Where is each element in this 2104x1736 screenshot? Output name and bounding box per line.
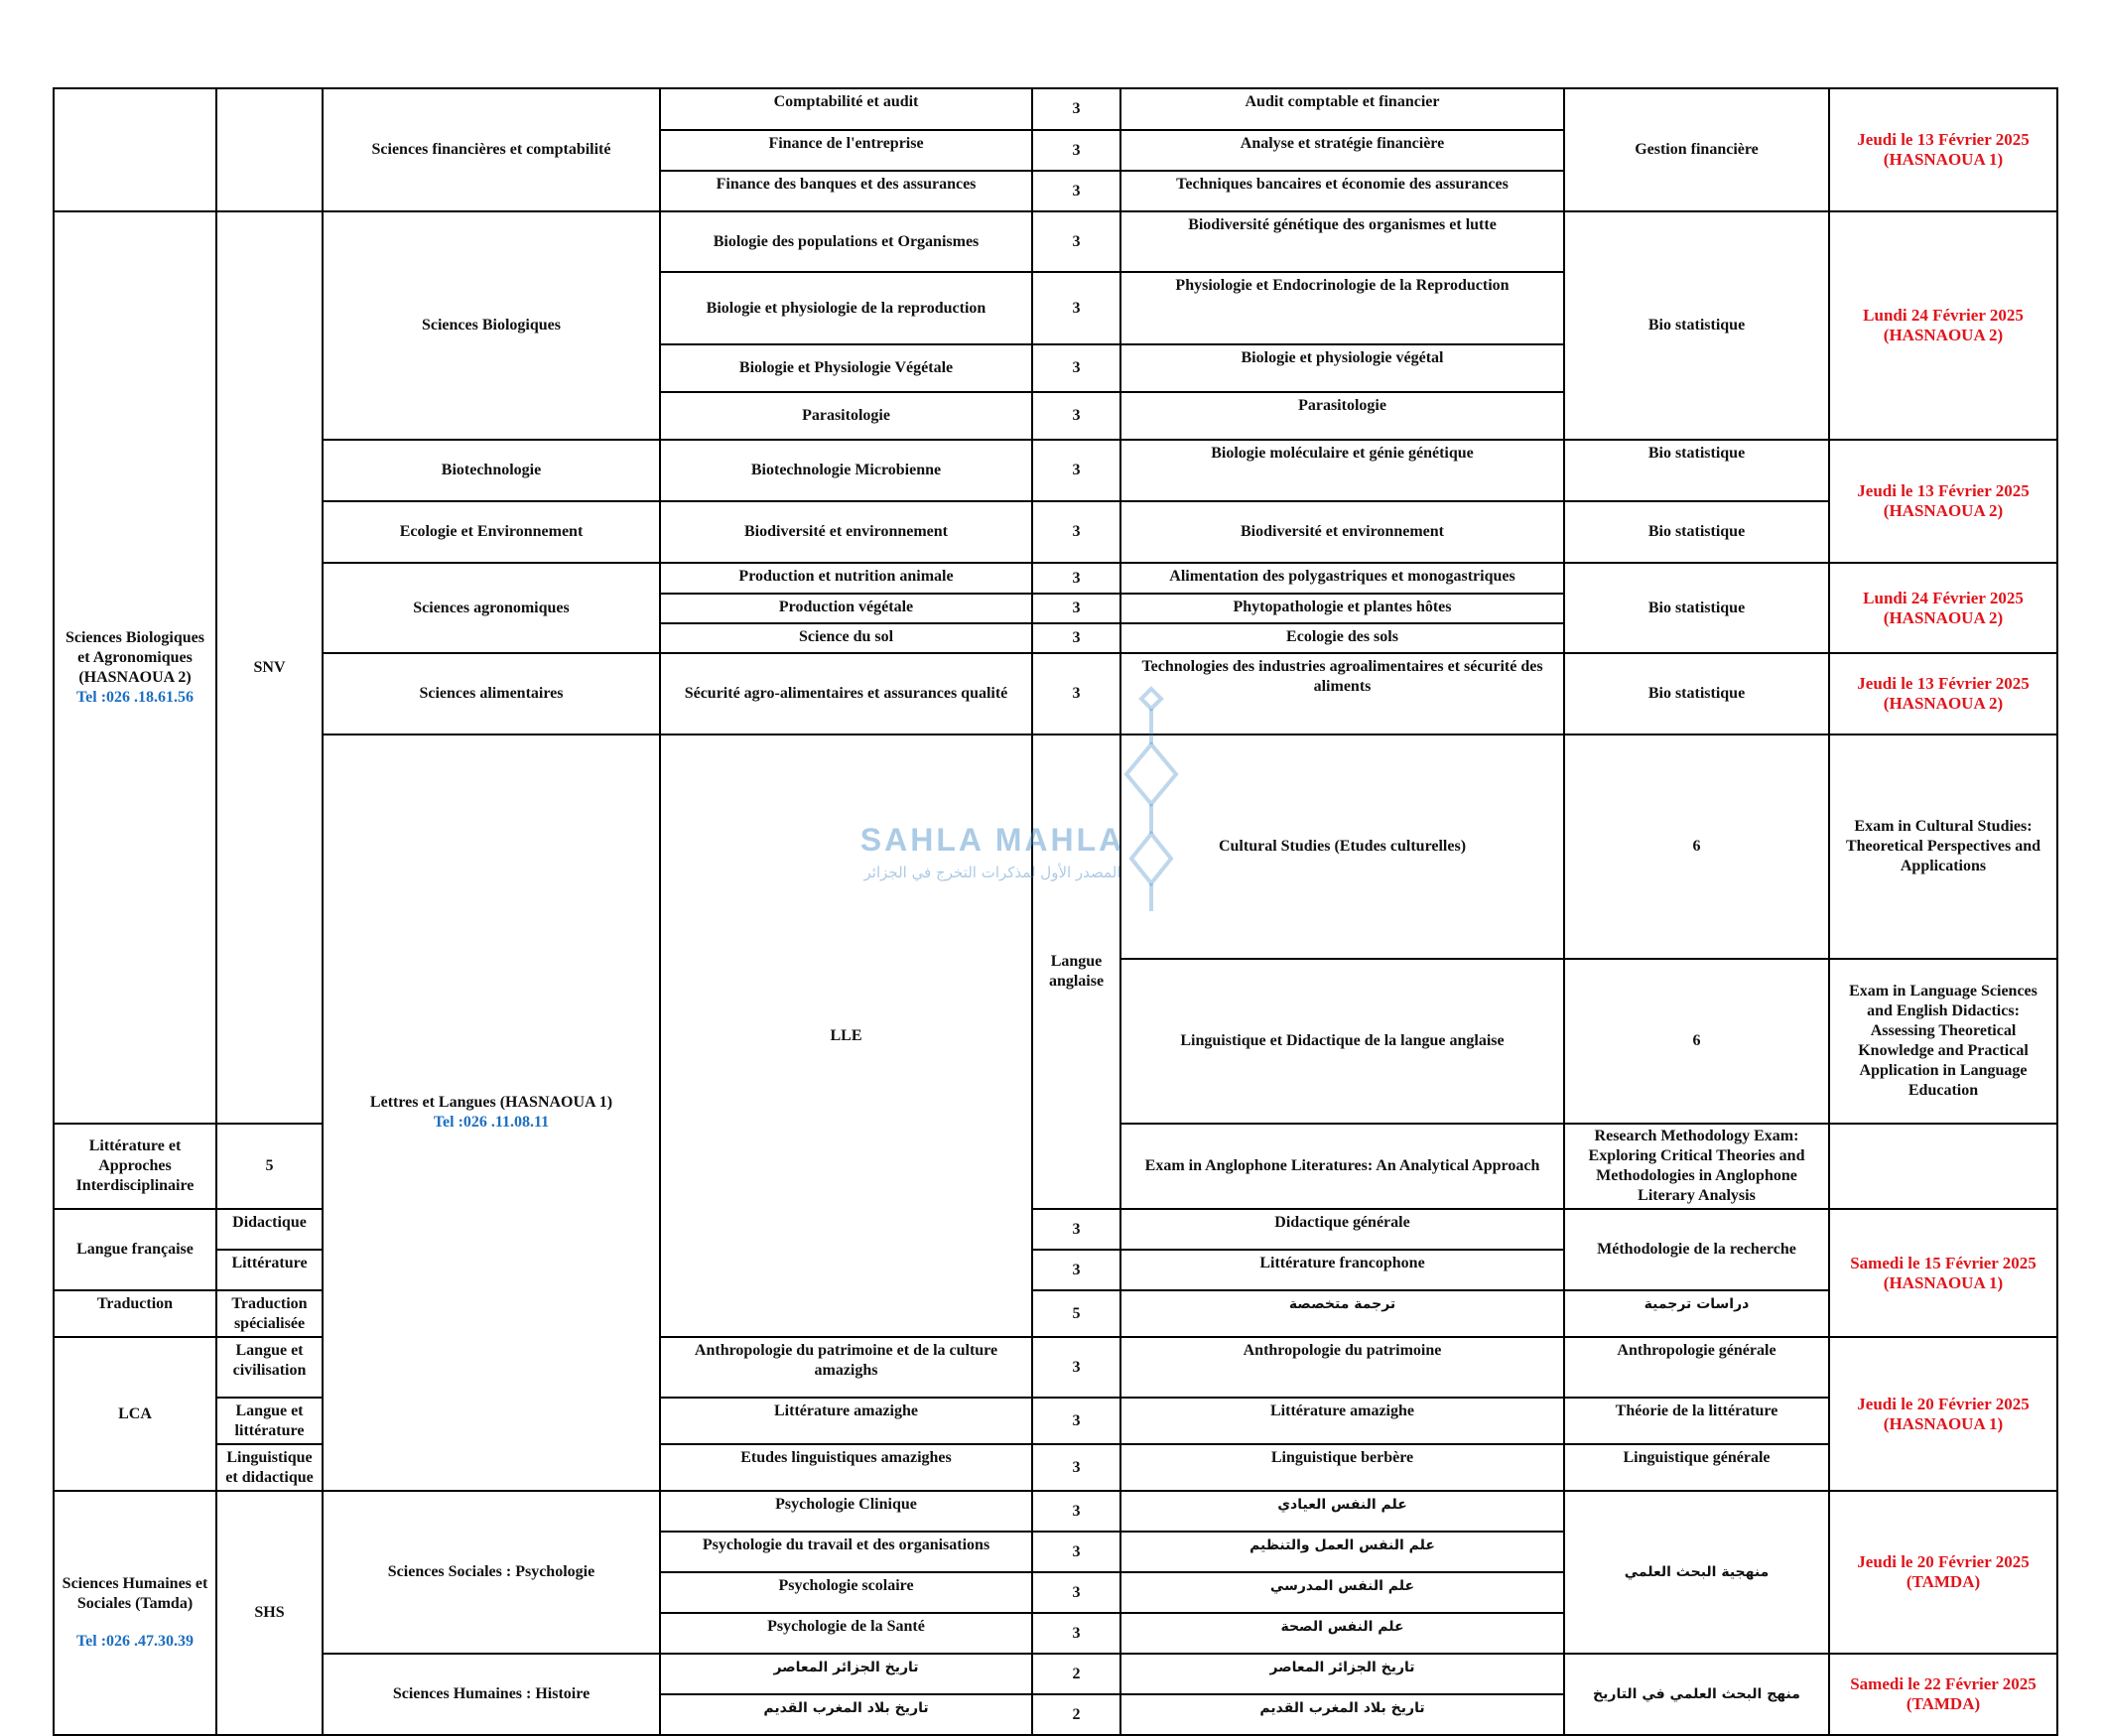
coefficient-cell: 3 xyxy=(1032,211,1120,272)
filiere-cell: Sciences Humaines : Histoire xyxy=(323,1654,660,1735)
exam-subject-cell: Alimentation des polygastriques et monogastriques xyxy=(1120,563,1564,594)
exam-date: Lundi 24 Février 2025 xyxy=(1863,306,2024,325)
specialite-cell: Biologie et Physiologie Végétale xyxy=(660,344,1032,392)
exam-subject-cell: Audit comptable et financier xyxy=(1120,88,1564,130)
exam-subject-cell: تاريخ الجزائر المعاصر xyxy=(1120,1654,1564,1694)
exam-location: (HASNAOUA 1) xyxy=(1883,1272,2004,1292)
exam-date-cell xyxy=(1829,1337,2057,1491)
exam-subject-cell: Exam in Language Sciences and English Didactics: Assessing Theoretical Knowledge and Practical Application in Language Education xyxy=(1829,959,2057,1124)
exam-subject-cell: Techniques bancaires et économie des assurances xyxy=(1120,171,1564,211)
specialite-cell: Biotechnologie Microbienne xyxy=(660,440,1032,501)
exam-date-cell xyxy=(1829,563,2057,653)
filiere-cell: Sciences alimentaires xyxy=(323,653,660,734)
exam-subject-cell: علم النفس العمل والتنظيم xyxy=(1120,1532,1564,1572)
exam-location: (HASNAOUA 2) xyxy=(1883,501,2004,520)
filiere-cell: Sciences Sociales : Psychologie xyxy=(323,1491,660,1654)
coefficient-cell: 3 xyxy=(1032,1337,1120,1398)
exam-location: (HASNAOUA 1) xyxy=(1883,150,2004,169)
filiere-cell: Sciences agronomiques xyxy=(323,563,660,653)
coefficient-cell: 3 xyxy=(1032,88,1120,130)
specialite-cell: Production végétale xyxy=(660,594,1032,623)
faculty-name: Lettres et Langues (HASNAOUA 1) xyxy=(369,1094,613,1111)
coefficient-cell: 3 xyxy=(1032,344,1120,392)
exam-subject-cell: Physiologie et Endocrinologie de la Reproduction xyxy=(1120,272,1564,344)
coefficient-cell: 3 xyxy=(1032,130,1120,171)
specialite-cell: Traduction spécialisée xyxy=(216,1290,323,1337)
exam-location: (HASNAOUA 2) xyxy=(1883,326,2004,344)
specialite-cell: Psychologie du travail et des organisations xyxy=(660,1532,1032,1572)
faculty-cell xyxy=(54,211,216,1124)
specialite-cell: Littérature xyxy=(216,1250,323,1290)
coefficient-cell: 2 xyxy=(1032,1694,1120,1735)
transversal-subject-cell: Linguistique générale xyxy=(1564,1444,1829,1491)
filiere-cell: Linguistique et didactique xyxy=(216,1444,323,1491)
faculty-phone: Tel :026 .47.30.39 xyxy=(75,1633,195,1650)
coefficient-cell: 3 xyxy=(1032,1398,1120,1444)
filiere-cell: Sciences Biologiques xyxy=(323,211,660,440)
table-row xyxy=(54,1491,2057,1532)
transversal-subject-cell: منهجية البحث العلمي xyxy=(1564,1491,1829,1654)
exam-subject-cell: ترجمة متخصصة xyxy=(1120,1290,1564,1337)
specialite-cell: Anthropologie du patrimoine et de la culture amazighs xyxy=(660,1337,1032,1398)
exam-date-cell xyxy=(1829,1654,2057,1735)
exam-date-cell xyxy=(1829,653,2057,734)
faculty-phone: Tel :026 .11.08.11 xyxy=(433,1114,550,1131)
coefficient-cell: 3 xyxy=(1032,653,1120,734)
transversal-subject-cell: Bio statistique xyxy=(1564,563,1829,653)
coefficient-cell: 6 xyxy=(1564,959,1829,1124)
exam-date: Samedi le 22 Février 2025 xyxy=(1850,1674,2037,1693)
exam-subject-cell: علم النفس العيادي xyxy=(1120,1491,1564,1532)
coefficient-cell: 3 xyxy=(1032,1532,1120,1572)
faculty-cell xyxy=(323,734,660,1491)
transversal-subject-cell: Bio statistique xyxy=(1564,211,1829,440)
specialite-cell: Psychologie de la Santé xyxy=(660,1613,1032,1654)
specialite-cell: Littérature amazighe xyxy=(660,1398,1032,1444)
filiere-cell: Langue et civilisation xyxy=(216,1337,323,1398)
faculty-cell-empty xyxy=(54,88,216,211)
table-row xyxy=(54,734,2057,959)
table-row xyxy=(54,653,2057,734)
exam-subject-cell: Anthropologie du patrimoine xyxy=(1120,1337,1564,1398)
filiere-cell: Biotechnologie xyxy=(323,440,660,501)
exam-location: (HASNAOUA 1) xyxy=(1883,1413,2004,1433)
coefficient-cell: 5 xyxy=(216,1124,323,1209)
table-row xyxy=(54,563,2057,594)
exam-date-cell xyxy=(1829,211,2057,440)
exam-date-cell xyxy=(1829,1491,2057,1654)
specialite-cell: Biologie des populations et Organismes xyxy=(660,211,1032,272)
specialite-cell: Psychologie Clinique xyxy=(660,1491,1032,1532)
transversal-subject-cell: Méthodologie de la recherche xyxy=(1564,1209,1829,1290)
filiere-cell: Langue et littérature xyxy=(216,1398,323,1444)
exam-subject-cell: Analyse et stratégie financière xyxy=(1120,130,1564,171)
coefficient-cell: 3 xyxy=(1032,171,1120,211)
exam-subject-cell: Phytopathologie et plantes hôtes xyxy=(1120,594,1564,623)
exam-date: Jeudi le 13 Février 2025 xyxy=(1857,674,2030,693)
exam-subject-cell: Biodiversité génétique des organismes et lutte xyxy=(1120,211,1564,272)
specialite-cell: Sécurité agro-alimentaires et assurances qualité xyxy=(660,653,1032,734)
coefficient-cell: 6 xyxy=(1564,734,1829,959)
exam-subject-cell: Exam in Anglophone Literatures: An Analytical Approach xyxy=(1120,1124,1564,1209)
transversal-subject-cell: Bio statistique xyxy=(1564,653,1829,734)
filiere-cell: Traduction xyxy=(54,1290,216,1337)
specialite-cell: Finance des banques et des assurances xyxy=(660,171,1032,211)
transversal-subject-cell: منهج البحث العلمي في التاريخ xyxy=(1564,1654,1829,1735)
coefficient-cell: 3 xyxy=(1032,440,1120,501)
exam-subject-cell: Biologie et physiologie végétal xyxy=(1120,344,1564,392)
table-row xyxy=(54,88,2057,130)
exam-subject-cell: Littérature amazighe xyxy=(1120,1398,1564,1444)
coefficient-cell: 3 xyxy=(1032,623,1120,653)
specialite-cell: Biologie et physiologie de la reproduction xyxy=(660,272,1032,344)
exam-location: (TAMDA) xyxy=(1906,1572,1981,1591)
coefficient-cell: 3 xyxy=(1032,392,1120,440)
domain-cell: SHS xyxy=(216,1491,323,1735)
watermark-tagline: المصدر الأول لمذكرات التخرج في الجزائر xyxy=(863,864,1121,881)
exam-date: Lundi 24 Février 2025 xyxy=(1863,588,2024,607)
filiere-cell: Langue française xyxy=(54,1209,216,1290)
exam-schedule-table xyxy=(53,87,2058,1736)
specialite-cell: Littérature et Approches Interdisciplinaire xyxy=(54,1124,216,1209)
faculty-name: Sciences Biologiques et Agronomiques (HASNAOUA 2) xyxy=(65,628,204,686)
exam-subject-cell: Linguistique berbère xyxy=(1120,1444,1564,1491)
table-row xyxy=(54,211,2057,272)
exam-subject-cell: Exam in Cultural Studies: Theoretical Perspectives and Applications xyxy=(1829,734,2057,959)
exam-date: Jeudi le 13 Février 2025 xyxy=(1857,481,2030,500)
faculty-phone: Tel :026 .18.61.56 xyxy=(75,688,195,706)
watermark-name: SAHLA MAHLA xyxy=(859,822,1125,858)
coefficient-cell: 3 xyxy=(1032,594,1120,623)
exam-location: (HASNAOUA 2) xyxy=(1883,607,2004,627)
exam-date-cell xyxy=(1829,88,2057,211)
domain-cell: LCA xyxy=(54,1337,216,1491)
specialite-cell: تاريخ بلاد المغرب القديم xyxy=(660,1694,1032,1735)
transversal-subject-cell: Théorie de la littérature xyxy=(1564,1398,1829,1444)
exam-location: (TAMDA) xyxy=(1906,1694,1981,1713)
transversal-subject-cell: دراسات ترجمية xyxy=(1564,1290,1829,1337)
transversal-subject-cell: Gestion financière xyxy=(1564,88,1829,211)
transversal-subject-cell: Bio statistique xyxy=(1564,440,1829,501)
filiere-cell: Ecologie et Environnement xyxy=(323,501,660,563)
exam-date: Samedi le 15 Février 2025 xyxy=(1850,1253,2037,1272)
specialite-cell: Etudes linguistiques amazighes xyxy=(660,1444,1032,1491)
specialite-cell: Comptabilité et audit xyxy=(660,88,1032,130)
exam-date-cell xyxy=(1829,440,2057,563)
specialite-cell: Didactique xyxy=(216,1209,323,1250)
specialite-cell: Linguistique et Didactique de la langue anglaise xyxy=(1120,959,1564,1124)
exam-date-cell xyxy=(1829,1209,2057,1337)
filiere-cell: Sciences financières et comptabilité xyxy=(323,88,660,211)
exam-subject-cell: Didactique générale xyxy=(1120,1209,1564,1250)
filiere-cell: Langue anglaise xyxy=(1032,734,1120,1209)
exam-date: Jeudi le 20 Février 2025 xyxy=(1857,1394,2030,1413)
coefficient-cell: 3 xyxy=(1032,272,1120,344)
coefficient-cell: 3 xyxy=(1032,563,1120,594)
specialite-cell: Biodiversité et environnement xyxy=(660,501,1032,563)
specialite-cell: Cultural Studies (Etudes culturelles) xyxy=(1120,734,1564,959)
specialite-cell: Psychologie scolaire xyxy=(660,1572,1032,1613)
exam-subject-cell: علم النفس المدرسي xyxy=(1120,1572,1564,1613)
exam-subject-cell: علم النفس الصحة xyxy=(1120,1613,1564,1654)
coefficient-cell: 3 xyxy=(1032,1444,1120,1491)
coefficient-cell: 3 xyxy=(1032,1572,1120,1613)
exam-subject-cell: Biologie moléculaire et génie génétique xyxy=(1120,440,1564,501)
exam-subject-cell: Technologies des industries agroalimentaires et sécurité des aliments xyxy=(1120,653,1564,734)
coefficient-cell: 3 xyxy=(1032,1250,1120,1290)
table-row xyxy=(54,1654,2057,1694)
specialite-cell: Production et nutrition animale xyxy=(660,563,1032,594)
domain-cell-empty xyxy=(216,88,323,211)
domain-cell: SNV xyxy=(216,211,323,1124)
coefficient-cell: 3 xyxy=(1032,1613,1120,1654)
coefficient-cell: 2 xyxy=(1032,1654,1120,1694)
exam-subject-cell: Biodiversité et environnement xyxy=(1120,501,1564,563)
exam-subject-cell: Ecologie des sols xyxy=(1120,623,1564,653)
transversal-subject-cell: Bio statistique xyxy=(1564,501,1829,563)
specialite-cell: Finance de l'entreprise xyxy=(660,130,1032,171)
domain-cell: LLE xyxy=(660,734,1032,1337)
specialite-cell: تاريخ الجزائر المعاصر xyxy=(660,1654,1032,1694)
specialite-cell: Science du sol xyxy=(660,623,1032,653)
faculty-cell xyxy=(54,1491,216,1735)
exam-subject-cell: Littérature francophone xyxy=(1120,1250,1564,1290)
specialite-cell: Parasitologie xyxy=(660,392,1032,440)
exam-date: Jeudi le 20 Février 2025 xyxy=(1857,1552,2030,1571)
coefficient-cell: 3 xyxy=(1032,1209,1120,1250)
exam-date: Jeudi le 13 Février 2025 xyxy=(1857,130,2030,149)
transversal-subject-cell: Anthropologie générale xyxy=(1564,1337,1829,1398)
exam-subject-cell: تاريخ بلاد المغرب القديم xyxy=(1120,1694,1564,1735)
exam-subject-cell: Parasitologie xyxy=(1120,392,1564,440)
table-row xyxy=(54,501,2057,563)
coefficient-cell: 3 xyxy=(1032,501,1120,563)
transversal-subject-cell: Research Methodology Exam: Exploring Critical Theories and Methodologies in Anglophone Literary Analysis xyxy=(1564,1124,1829,1209)
exam-location: (HASNAOUA 2) xyxy=(1883,694,2004,713)
table-row xyxy=(54,440,2057,501)
coefficient-cell: 3 xyxy=(1032,1491,1120,1532)
faculty-name: Sciences Humaines et Sociales (Tamda) xyxy=(62,1575,208,1612)
coefficient-cell: 5 xyxy=(1032,1290,1120,1337)
